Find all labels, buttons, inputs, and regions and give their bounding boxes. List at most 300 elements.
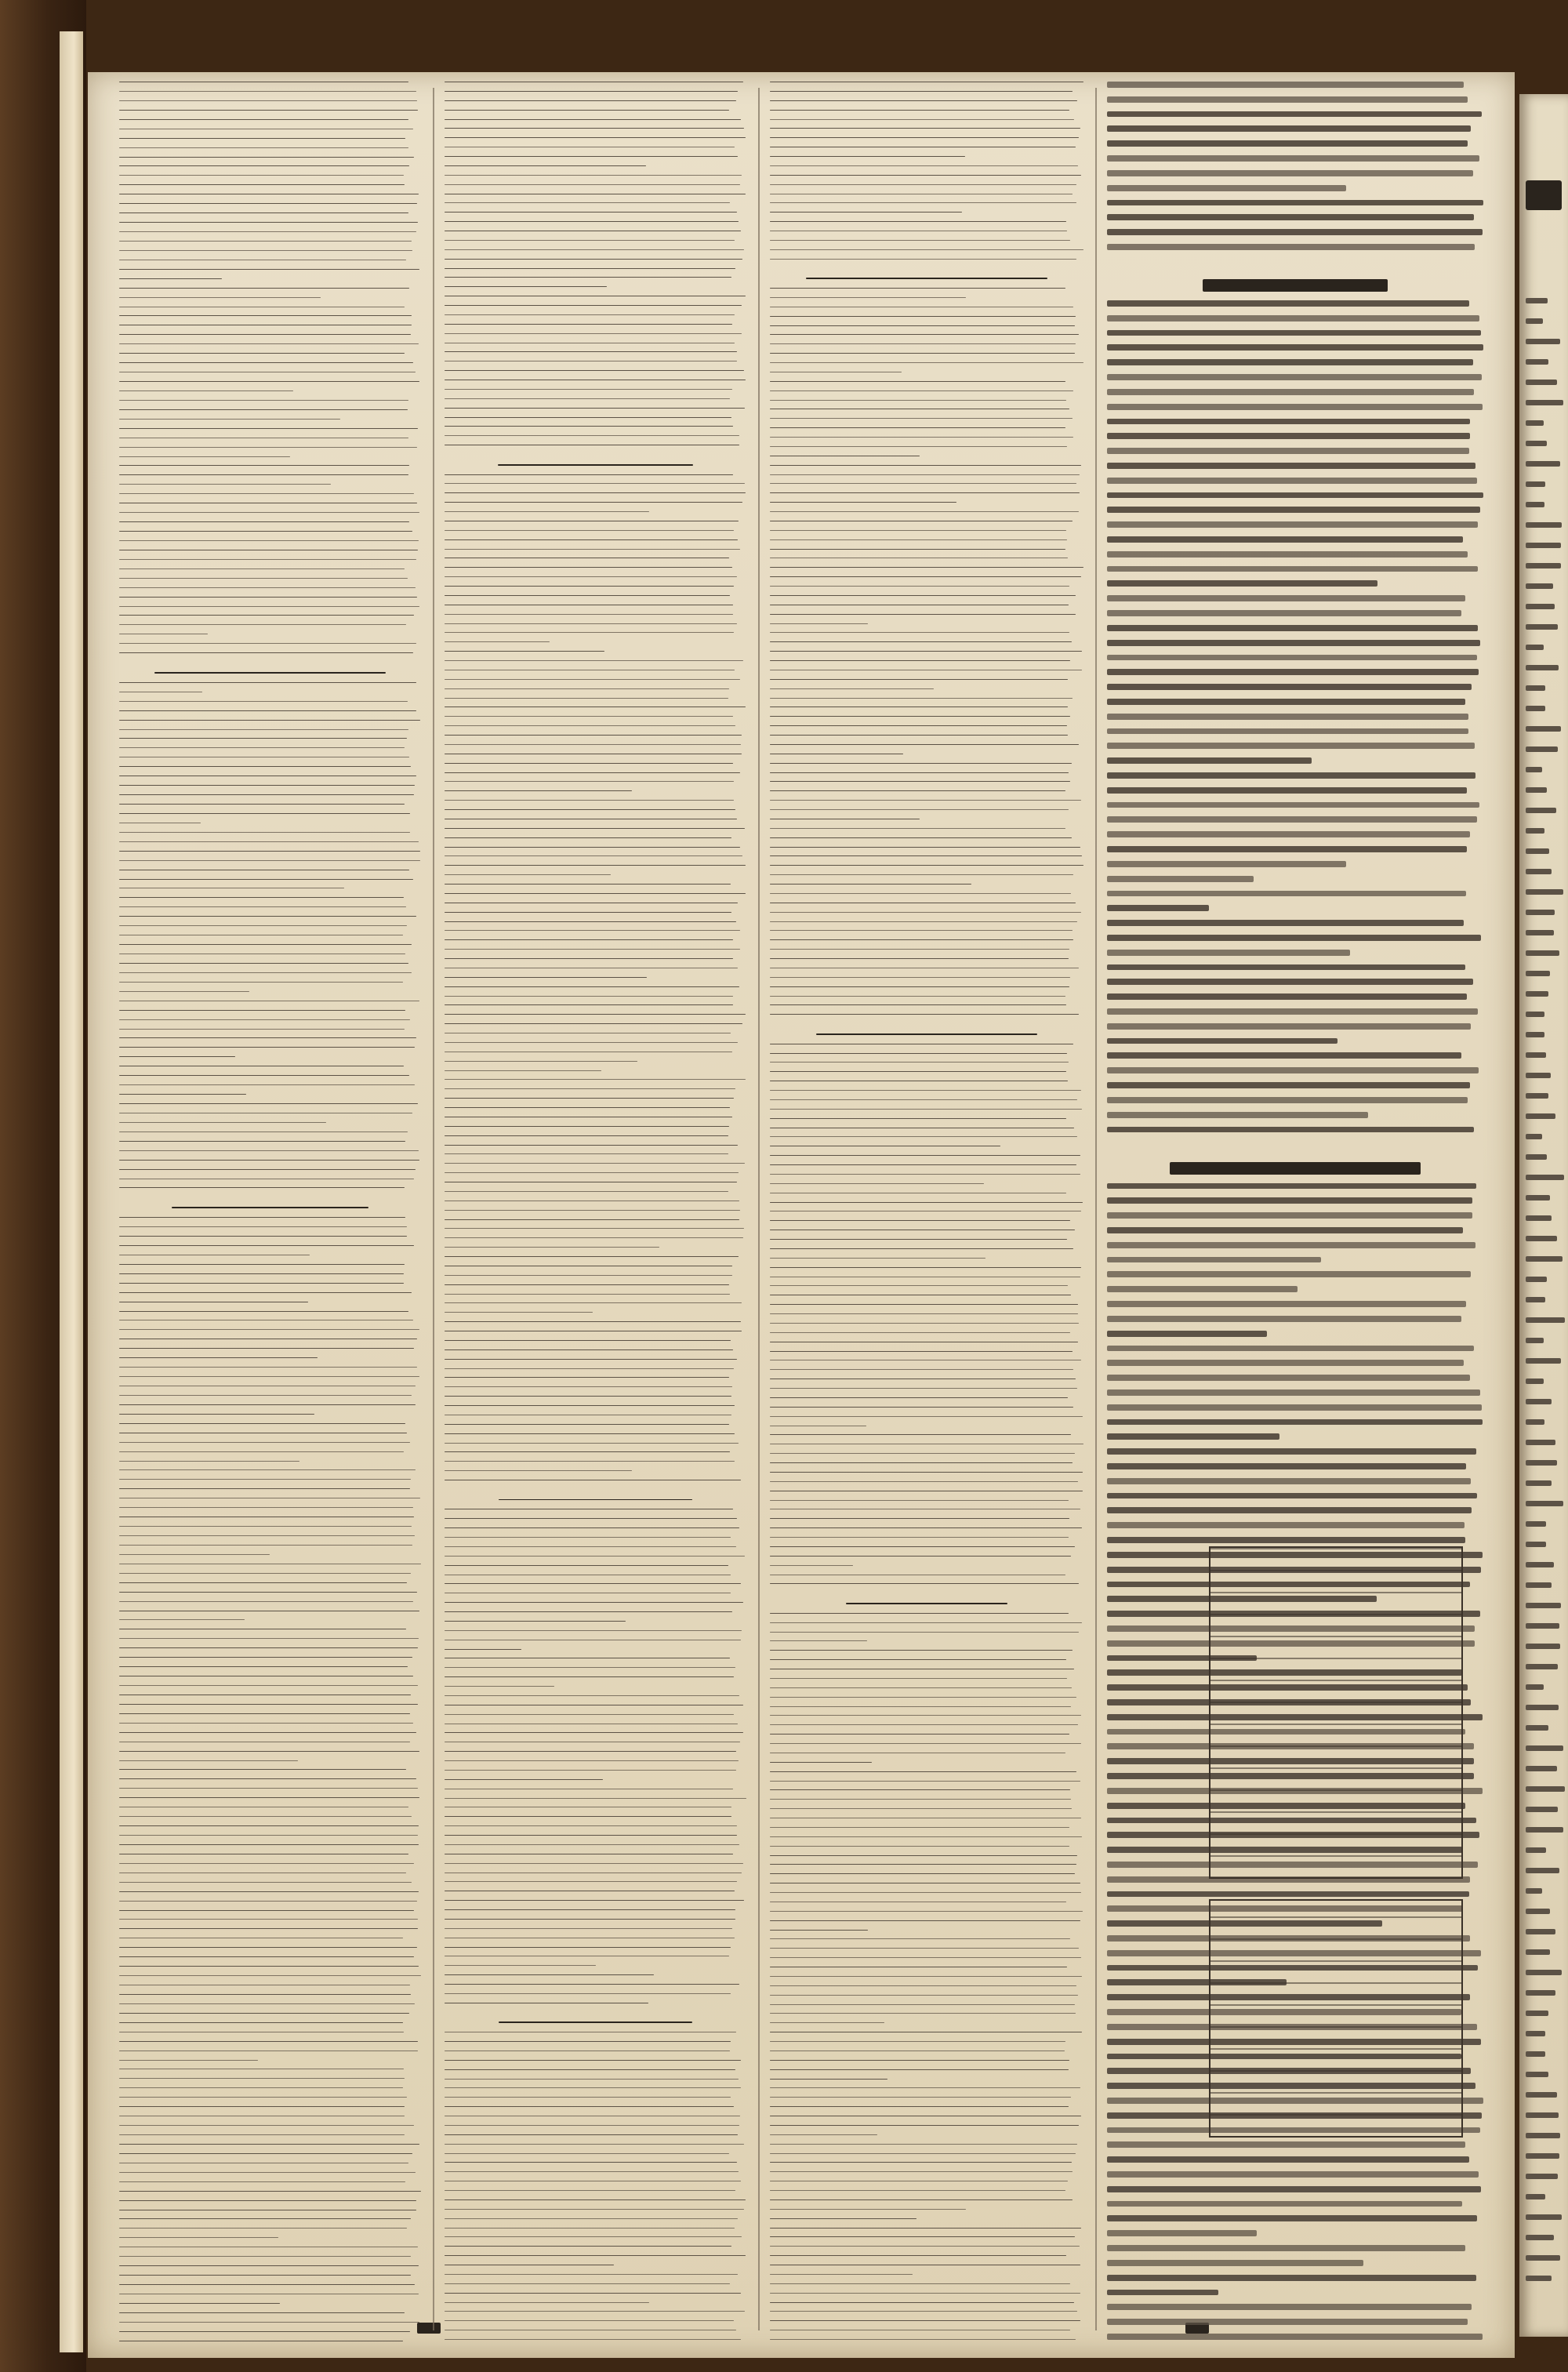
text-line xyxy=(770,1099,1077,1100)
text-line xyxy=(445,474,733,475)
section-heading-bar xyxy=(172,1207,368,1208)
adjacent-text-fragment xyxy=(1526,441,1547,446)
text-line xyxy=(445,1732,743,1733)
text-line xyxy=(1107,684,1472,690)
text-line xyxy=(119,1283,404,1284)
text-line xyxy=(445,1621,626,1622)
text-line xyxy=(445,1210,740,1211)
text-line xyxy=(445,2079,739,2080)
text-line xyxy=(119,1825,419,1826)
adjacent-text-fragment xyxy=(1526,991,1548,997)
adjacent-text-fragment xyxy=(1526,1338,1544,1343)
text-line xyxy=(1107,1008,1478,1015)
text-line xyxy=(770,492,1080,493)
adjacent-text-fragment xyxy=(1526,420,1544,426)
section-heading-bar xyxy=(1203,279,1388,292)
text-line xyxy=(445,1284,729,1285)
text-line xyxy=(445,1546,736,1547)
column-rule xyxy=(758,88,760,2330)
text-line xyxy=(770,1174,1080,1175)
text-line xyxy=(770,623,868,624)
text-line xyxy=(1107,2260,1363,2266)
text-line xyxy=(1107,2156,1469,2163)
text-line xyxy=(770,855,1082,856)
text-line xyxy=(445,623,737,624)
text-line xyxy=(119,1150,419,1151)
text-line xyxy=(119,1404,416,1405)
text-line xyxy=(1107,1301,1466,1307)
text-line xyxy=(445,1919,735,1920)
text-line xyxy=(445,2339,741,2340)
text-line xyxy=(770,1434,1071,1435)
text-line xyxy=(1107,1183,1476,1190)
adjacent-page-edge xyxy=(1519,94,1568,2337)
text-line xyxy=(770,1613,1069,1614)
text-line xyxy=(770,2069,1069,2070)
text-line xyxy=(1107,610,1461,616)
text-line xyxy=(1107,2304,1472,2310)
adjacent-text-fragment xyxy=(1526,1786,1565,1792)
adjacent-text-fragment xyxy=(1526,1460,1557,1466)
text-line xyxy=(119,147,408,148)
text-line xyxy=(770,2162,1072,2163)
text-line xyxy=(1107,993,1467,1000)
text-line xyxy=(770,1762,872,1763)
text-line xyxy=(770,865,1083,866)
text-line xyxy=(119,512,419,513)
text-line xyxy=(445,2153,729,2154)
text-line xyxy=(1107,714,1468,720)
text-line xyxy=(119,1760,298,1761)
text-line xyxy=(445,1023,742,1024)
text-line xyxy=(445,1900,744,1901)
text-line xyxy=(445,110,729,111)
text-line xyxy=(445,586,734,587)
text-line xyxy=(770,949,1069,950)
text-line xyxy=(119,1329,419,1330)
text-line xyxy=(445,2134,738,2135)
adjacent-text-fragment xyxy=(1526,380,1557,385)
text-line xyxy=(445,1965,596,1966)
text-line xyxy=(445,1760,739,1761)
text-line xyxy=(770,1546,1075,1547)
text-line xyxy=(770,800,1081,801)
text-line xyxy=(770,1155,1080,1156)
text-line xyxy=(445,865,746,866)
text-line xyxy=(770,1827,1069,1828)
text-line xyxy=(1107,1522,1465,1528)
text-line xyxy=(119,2013,409,2014)
text-line xyxy=(119,794,414,795)
text-line xyxy=(445,1844,739,1845)
text-line xyxy=(770,549,1065,550)
text-line xyxy=(119,203,417,204)
text-line xyxy=(770,1239,1067,1240)
text-line xyxy=(1107,2319,1468,2325)
text-line xyxy=(445,1649,521,1650)
text-line xyxy=(119,1535,415,1536)
text-line xyxy=(445,128,744,129)
text-line xyxy=(770,763,1072,764)
text-line xyxy=(445,874,611,875)
text-line xyxy=(119,1169,416,1170)
text-line xyxy=(770,1462,1073,1463)
text-line xyxy=(770,660,1070,661)
text-line xyxy=(119,1956,414,1957)
text-line xyxy=(1107,1507,1472,1513)
text-line xyxy=(119,1019,410,1020)
text-line xyxy=(119,991,249,992)
text-line xyxy=(445,1602,743,1603)
text-line xyxy=(119,2172,416,2173)
text-line xyxy=(1107,492,1483,499)
adjacent-text-fragment xyxy=(1526,1277,1547,1282)
text-line xyxy=(770,2339,1076,2340)
text-line xyxy=(770,586,1069,587)
paragraph-gap xyxy=(119,662,421,663)
section-heading-bar xyxy=(154,672,386,674)
text-line xyxy=(445,679,740,680)
text-line xyxy=(445,1349,733,1350)
text-line xyxy=(445,595,730,596)
text-line xyxy=(445,847,740,848)
text-line xyxy=(119,1217,405,1218)
text-line xyxy=(119,925,407,926)
text-line xyxy=(770,91,1073,92)
adjacent-text-fragment xyxy=(1526,1399,1552,1404)
text-line xyxy=(119,1367,417,1368)
text-line xyxy=(445,1079,746,1080)
text-line xyxy=(770,1164,1076,1165)
text-line xyxy=(770,641,1072,642)
text-line xyxy=(119,1891,419,1892)
text-line xyxy=(445,1359,737,1360)
text-line xyxy=(119,1273,404,1274)
text-line xyxy=(445,1527,739,1528)
text-line xyxy=(1107,757,1312,764)
text-line xyxy=(119,1901,417,1902)
text-line xyxy=(119,1376,419,1377)
text-line xyxy=(770,502,956,503)
text-line xyxy=(445,417,731,418)
text-line xyxy=(119,1638,419,1639)
text-line xyxy=(445,996,733,997)
text-line xyxy=(1107,463,1475,469)
text-line xyxy=(445,2041,731,2042)
text-line xyxy=(1107,787,1467,794)
text-line xyxy=(119,2041,418,2042)
text-line xyxy=(770,2134,877,2135)
text-line xyxy=(119,493,414,494)
text-line xyxy=(119,2134,405,2135)
text-line xyxy=(119,231,416,232)
text-line xyxy=(1107,140,1468,147)
text-line xyxy=(119,1423,405,1424)
text-line xyxy=(119,1414,314,1415)
text-line xyxy=(445,828,745,829)
adjacent-text-fragment xyxy=(1526,1949,1550,1955)
text-line xyxy=(119,390,293,391)
text-line xyxy=(119,2125,414,2126)
text-line xyxy=(770,137,1079,138)
text-line xyxy=(445,1004,733,1005)
text-line xyxy=(1107,1448,1476,1455)
text-line xyxy=(119,465,409,466)
text-line xyxy=(1107,1257,1321,1263)
text-line xyxy=(770,567,1083,568)
text-line xyxy=(1107,536,1463,543)
text-line xyxy=(770,679,1068,680)
text-line xyxy=(770,1537,1069,1538)
text-line xyxy=(119,250,412,251)
paragraph-gap xyxy=(770,1593,1083,1594)
text-line xyxy=(770,698,1073,699)
text-line xyxy=(445,1312,593,1313)
text-line xyxy=(119,1226,407,1227)
text-line xyxy=(119,1479,411,1480)
text-line xyxy=(770,1706,1071,1707)
text-line xyxy=(1107,802,1479,808)
text-line xyxy=(119,720,420,721)
text-line xyxy=(119,944,412,945)
adjacent-text-fragment xyxy=(1526,1236,1557,1241)
adjacent-text-fragment xyxy=(1526,665,1559,670)
text-line xyxy=(1107,1316,1461,1322)
text-line xyxy=(119,587,416,588)
text-line xyxy=(770,2199,1073,2200)
text-line xyxy=(445,1779,603,1780)
text-line xyxy=(119,381,419,382)
text-line xyxy=(770,1481,1078,1482)
text-line xyxy=(1107,200,1483,206)
text-line xyxy=(119,747,405,748)
text-line xyxy=(119,1526,412,1527)
text-line xyxy=(119,2303,280,2304)
section-heading-bar xyxy=(499,1499,693,1501)
text-line xyxy=(770,1014,1079,1015)
text-line xyxy=(119,1461,299,1462)
text-line xyxy=(119,222,418,223)
text-line xyxy=(119,2237,278,2238)
text-line xyxy=(445,1405,735,1406)
text-line xyxy=(119,1047,415,1048)
text-line xyxy=(770,632,1069,633)
text-line xyxy=(770,1518,1069,1519)
text-line xyxy=(770,2274,913,2275)
text-line xyxy=(445,175,742,176)
adjacent-text-fragment xyxy=(1526,706,1545,711)
text-line xyxy=(445,698,728,699)
text-line xyxy=(119,1037,416,1038)
text-line xyxy=(770,474,1080,475)
text-line xyxy=(445,1275,732,1276)
text-line xyxy=(770,2209,966,2210)
text-line xyxy=(445,1928,732,1929)
text-line xyxy=(119,1723,413,1724)
text-line xyxy=(445,1630,742,1631)
text-line xyxy=(119,559,416,560)
column-rule xyxy=(433,88,434,2330)
text-line xyxy=(445,1163,745,1164)
text-line xyxy=(1107,831,1470,837)
text-line xyxy=(770,1632,1079,1633)
text-line xyxy=(770,2255,1066,2256)
adjacent-text-fragment xyxy=(1526,1827,1563,1833)
adjacent-text-fragment xyxy=(1526,787,1547,793)
text-line xyxy=(119,1713,410,1714)
text-line xyxy=(1107,1082,1470,1088)
adjacent-text-fragment xyxy=(1526,2153,1559,2159)
paragraph-gap xyxy=(445,454,746,456)
text-line xyxy=(1107,2290,1218,2296)
text-line xyxy=(770,912,1081,913)
adjacent-text-fragment xyxy=(1526,1032,1544,1037)
text-line xyxy=(770,2041,1065,2042)
text-line xyxy=(1107,1052,1461,1059)
text-line xyxy=(1107,214,1474,220)
text-line xyxy=(1107,655,1477,661)
text-line xyxy=(119,2228,407,2229)
text-line xyxy=(770,1622,1082,1623)
text-line xyxy=(445,614,733,615)
text-line xyxy=(770,1789,1070,1790)
text-line xyxy=(445,1219,739,1220)
text-line xyxy=(119,1469,416,1470)
text-line xyxy=(445,2199,746,2200)
text-line xyxy=(119,2078,405,2079)
text-line xyxy=(119,315,412,316)
text-line xyxy=(770,1864,1076,1865)
text-line xyxy=(770,809,1069,810)
text-line xyxy=(119,2275,411,2276)
text-line xyxy=(445,426,733,427)
text-line xyxy=(119,1187,405,1188)
text-line xyxy=(770,249,1083,250)
text-line xyxy=(770,1948,1079,1949)
text-line xyxy=(1107,640,1480,646)
text-line xyxy=(119,1919,418,1920)
text-line xyxy=(1107,1419,1483,1426)
text-line xyxy=(1107,1112,1368,1118)
adjacent-text-fragment xyxy=(1526,2051,1545,2057)
text-line xyxy=(770,939,1073,940)
text-line xyxy=(445,2236,742,2237)
text-line xyxy=(445,930,740,931)
text-line xyxy=(445,790,632,791)
text-line xyxy=(770,1397,1068,1398)
adjacent-text-fragment xyxy=(1526,1644,1560,1649)
text-line xyxy=(119,1264,405,1265)
text-line xyxy=(445,1443,739,1444)
text-line xyxy=(770,343,1076,344)
text-line xyxy=(119,1685,418,1686)
adjacent-text-fragment xyxy=(1526,1419,1544,1425)
text-line xyxy=(770,2311,1077,2312)
text-line xyxy=(770,259,1076,260)
adjacent-text-fragment xyxy=(1526,1623,1559,1629)
text-line xyxy=(119,897,404,898)
text-line xyxy=(1107,82,1464,88)
adjacent-text-fragment xyxy=(1526,1113,1555,1119)
text-line xyxy=(119,484,331,485)
text-line xyxy=(445,1714,734,1715)
text-line xyxy=(1107,2275,1476,2281)
text-line xyxy=(1107,419,1470,425)
text-line xyxy=(119,2022,403,2023)
text-line xyxy=(1107,816,1477,823)
adjacent-text-fragment xyxy=(1526,1052,1546,1058)
text-line xyxy=(445,1537,731,1538)
adjacent-text-fragment xyxy=(1526,1970,1562,1975)
text-line xyxy=(445,184,740,185)
text-line xyxy=(445,221,739,222)
adjacent-text-fragment xyxy=(1526,1317,1565,1323)
text-line xyxy=(445,1667,735,1668)
text-line xyxy=(770,288,1065,289)
text-line xyxy=(445,2228,735,2229)
text-line xyxy=(445,688,729,689)
text-line xyxy=(119,963,408,964)
text-line xyxy=(119,1657,412,1658)
paragraph-gap xyxy=(119,1197,421,1198)
text-line xyxy=(445,1984,739,1985)
section-heading-bar xyxy=(498,464,693,466)
adjacent-text-fragment xyxy=(1526,2194,1545,2199)
text-line xyxy=(445,2171,739,2172)
text-line xyxy=(445,1061,637,1062)
text-line xyxy=(119,1056,235,1057)
text-line xyxy=(119,1507,413,1508)
text-line xyxy=(445,1088,735,1089)
text-line xyxy=(1107,96,1468,103)
text-line xyxy=(119,278,222,279)
text-line xyxy=(770,446,1067,447)
text-line xyxy=(445,483,745,484)
text-line xyxy=(1107,669,1479,675)
text-line xyxy=(119,606,419,607)
text-line xyxy=(445,2311,745,2312)
text-line xyxy=(119,1103,418,1104)
text-line xyxy=(445,855,742,856)
text-line xyxy=(770,1930,868,1931)
text-line xyxy=(770,884,971,885)
text-line xyxy=(119,1442,410,1443)
text-line xyxy=(770,539,1067,540)
adjacent-text-fragment xyxy=(1526,298,1548,303)
text-line xyxy=(770,316,1076,317)
text-line xyxy=(445,1237,743,1238)
text-line xyxy=(770,1957,1081,1958)
text-line xyxy=(119,362,413,363)
text-line xyxy=(1107,950,1350,956)
text-line xyxy=(445,1461,735,1462)
text-line xyxy=(770,744,1079,745)
text-line xyxy=(445,1424,729,1425)
newspaper-page xyxy=(88,72,1515,2358)
adjacent-text-fragment xyxy=(1526,1664,1558,1669)
text-line xyxy=(770,772,1069,773)
text-line xyxy=(770,1313,1078,1314)
adjacent-text-fragment xyxy=(1526,1073,1551,1078)
market-price-table xyxy=(1209,1899,1463,2138)
text-line xyxy=(119,288,409,289)
text-line xyxy=(445,165,646,166)
text-line xyxy=(1107,876,1254,882)
text-line xyxy=(1107,699,1465,705)
text-line xyxy=(1107,359,1473,365)
text-line xyxy=(119,2284,415,2285)
adjacent-text-fragment xyxy=(1526,808,1556,813)
